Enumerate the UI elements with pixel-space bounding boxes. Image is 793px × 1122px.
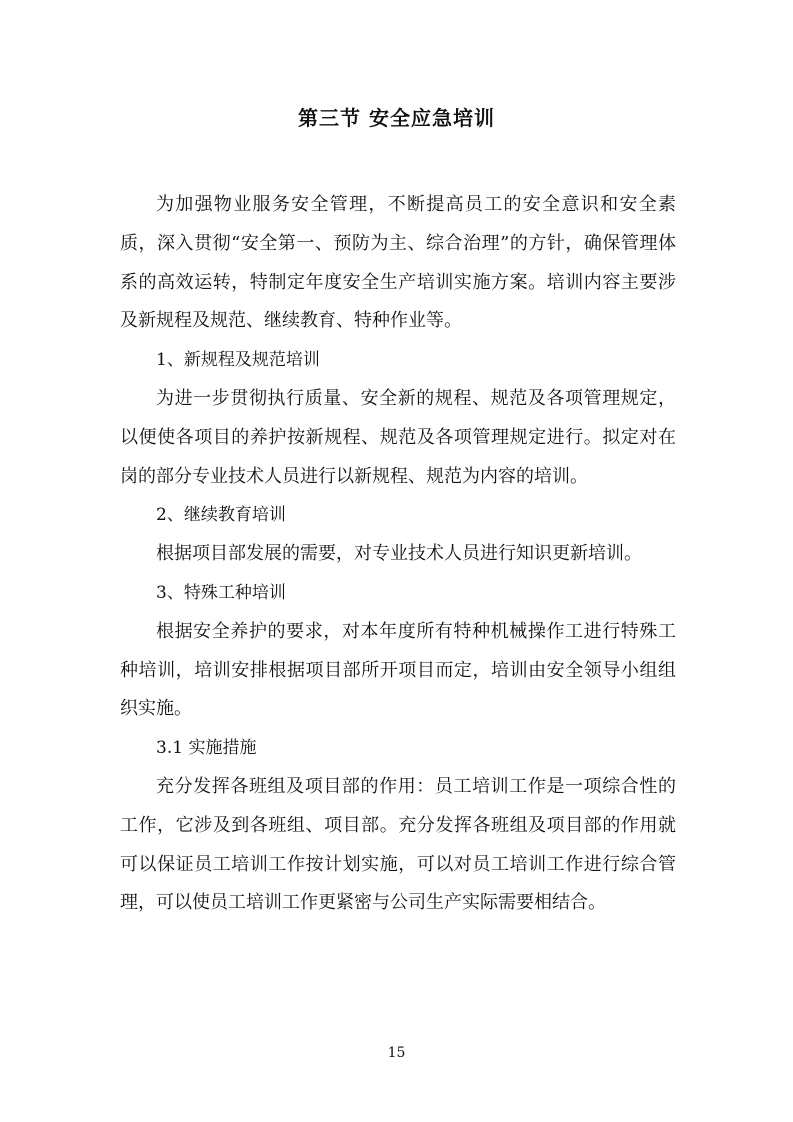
page-number: 15 bbox=[387, 1045, 406, 1061]
section-3-heading: 3、特殊工种培训 bbox=[156, 582, 286, 603]
section-1-paragraph: 为进一步贯彻执行质量、安全新的规程、规范及各项管理规定，以便使各项目的养护按新规程、规范及各项管理规定进行。拟定对在岗的部分专业技术人员进行以新规程、规范为内容的培训。 bbox=[120, 387, 676, 487]
section-3-paragraph: 根据安全养护的要求，对本年度所有特种机械操作工进行特殊工种培训，培训安排根据项目部所开项目而定，培训由安全领导小组组织实施。 bbox=[120, 620, 676, 720]
section-2-paragraph: 根据项目部发展的需要，对专业技术人员进行知识更新培训。 bbox=[156, 543, 642, 565]
intro-paragraph: 为加强物业服务安全管理，不断提高员工的安全意识和安全素质，深入贯彻“安全第一、预防为主、综合治理”的方针，确保管理体系的高效运转，特制定年度安全生产培训实施方案。培训内容主要涉及新规程及规范、继续教育、特种作业等。 bbox=[120, 194, 676, 332]
section-1-heading: 1、新规程及规范培训 bbox=[156, 350, 320, 371]
page-title: 第三节 安全应急培训 bbox=[298, 106, 495, 130]
section-3-1-heading: 3.1 实施措施 bbox=[156, 738, 257, 759]
document-body bbox=[120, 186, 676, 923]
section-3-1-paragraph: 充分发挥各班组及项目部的作用：员工培训工作是一项综合性的工作，它涉及到各班组、项目部。充分发挥各班组及项目部的作用就可以保证员工培训工作按计划实施，可以对员工培训工作进行综合管理，可以使员工培训工作更紧密与公司生产实际需要相结合。 bbox=[120, 775, 676, 914]
section-2-heading: 2、继续教育培训 bbox=[156, 505, 286, 526]
